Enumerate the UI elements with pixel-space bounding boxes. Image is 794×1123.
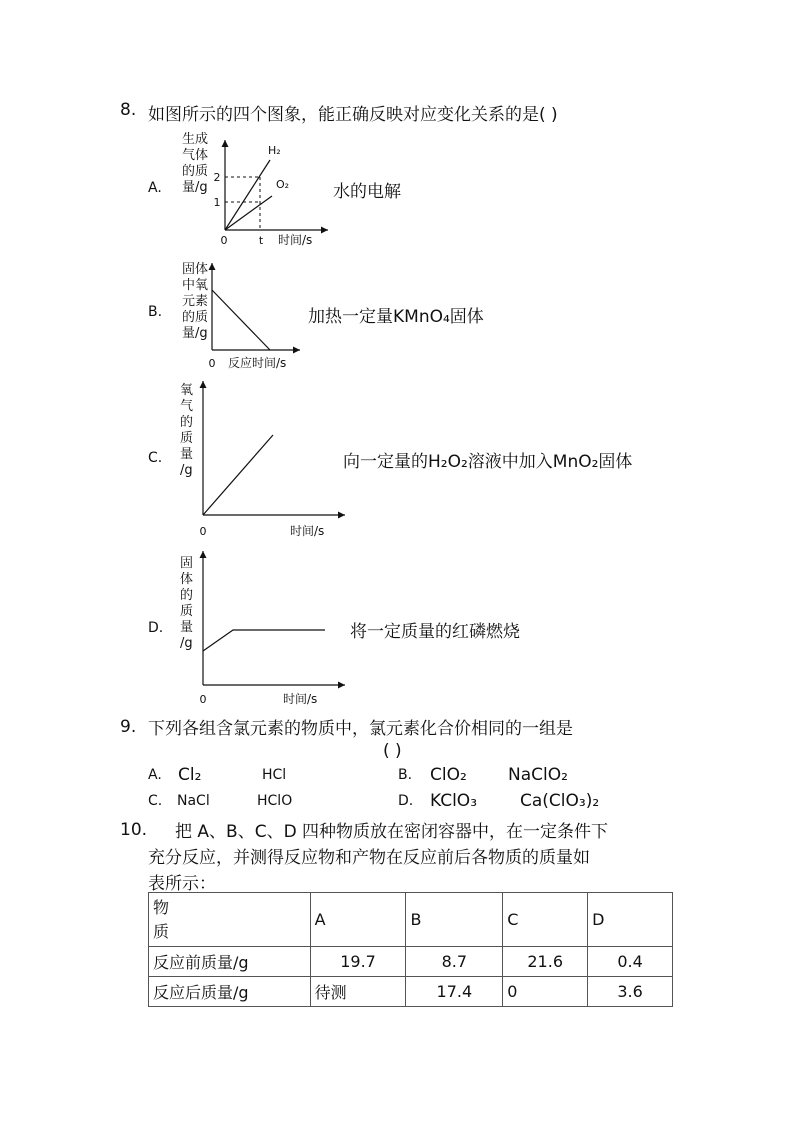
q9-answer-paren: ( ) bbox=[383, 741, 402, 761]
q8-option-a-letter: A. bbox=[148, 180, 162, 196]
q10-line-1: 把 A、B、C、D 四种物质放在密闭容器中，在一定条件下 bbox=[175, 822, 609, 842]
svg-text:时间/s: 时间/s bbox=[290, 524, 325, 538]
q8-option-d-desc: 将一定质量的红磷燃烧 bbox=[350, 622, 520, 642]
q8-b-graph bbox=[200, 255, 310, 375]
table-cell: 待测 bbox=[310, 977, 406, 1007]
q9-option-c-letter: C. bbox=[148, 793, 163, 809]
q9-option-c-2: HClO bbox=[257, 793, 293, 809]
q9-number: 9. bbox=[120, 717, 137, 737]
q9-option-d-letter: D. bbox=[398, 793, 414, 809]
q10-mass-table bbox=[148, 892, 673, 1007]
table-header-cell: D bbox=[588, 893, 673, 947]
svg-text:1: 1 bbox=[213, 196, 221, 209]
q9-option-a-2: HCl bbox=[262, 767, 287, 783]
q8-option-a-desc: 水的电解 bbox=[333, 182, 401, 202]
svg-text:时间/s: 时间/s bbox=[278, 233, 313, 247]
q8-a-ylabel: 生成 气体 的质 量/g bbox=[182, 132, 209, 195]
q8-option-d-letter: D. bbox=[148, 620, 164, 636]
q8-a-o2-label: O₂ bbox=[276, 178, 290, 191]
table-header-cell: 物 质 bbox=[149, 893, 311, 947]
q8-b-ylabel: 固体 中氧 元素 的质 量/g bbox=[182, 262, 209, 341]
q9-option-b-1: ClO₂ bbox=[430, 765, 467, 785]
table-header-row bbox=[149, 893, 673, 947]
q8-a-h2-line bbox=[225, 160, 270, 230]
q9-option-b-2: NaClO₂ bbox=[508, 765, 568, 785]
q9-option-a-letter: A. bbox=[148, 767, 162, 783]
q10-line-3: 表所示： bbox=[148, 874, 216, 894]
q9-option-d-2: Ca(ClO₃)₂ bbox=[520, 791, 600, 811]
q8-a-graph bbox=[200, 130, 340, 255]
q8-d-ylabel: 固 体 的 质 量 /g bbox=[180, 556, 194, 651]
q9-option-b-letter: B. bbox=[398, 767, 413, 783]
svg-text:0: 0 bbox=[199, 693, 207, 706]
svg-text:反应时间/s: 反应时间/s bbox=[228, 356, 287, 370]
q8-c-ylabel: 氧 气 的 质 量 /g bbox=[180, 383, 194, 478]
table-cell: 8.7 bbox=[406, 947, 503, 977]
q8-option-b-desc: 加热一定量KMnO₄固体 bbox=[308, 307, 484, 327]
q8-option-c-letter: C. bbox=[148, 450, 163, 466]
table-cell: 21.6 bbox=[503, 947, 588, 977]
q9-stem: 下列各组含氯元素的物质中，氯元素化合价相同的一组是 bbox=[148, 719, 573, 739]
q10-number: 10. bbox=[120, 820, 148, 840]
q9-option-c-1: NaCl bbox=[177, 793, 210, 809]
q8-stem: 如图所示的四个图象，能正确反映对应变化关系的是( ) bbox=[148, 105, 558, 125]
q8-b-line bbox=[212, 290, 270, 350]
svg-text:t: t bbox=[258, 234, 264, 247]
svg-text:时间/s: 时间/s bbox=[283, 692, 318, 706]
q8-option-b-letter: B. bbox=[148, 304, 163, 320]
q8-a-h2-label: H₂ bbox=[268, 144, 281, 157]
table-cell: 0.4 bbox=[588, 947, 673, 977]
q10-line-2: 充分反应，并测得反应物和产物在反应前后各物质的质量如 bbox=[148, 848, 590, 868]
table-header-cell: B bbox=[406, 893, 503, 947]
table-cell: 19.7 bbox=[310, 947, 406, 977]
table-cell: 反应后质量/g bbox=[149, 977, 311, 1007]
q8-number: 8. bbox=[120, 100, 137, 120]
table-header-cell: C bbox=[503, 893, 588, 947]
q9-option-d-1: KClO₃ bbox=[430, 791, 478, 811]
svg-text:0: 0 bbox=[220, 234, 228, 247]
q8-a-o2-line bbox=[225, 196, 272, 230]
q8-d-graph bbox=[195, 545, 355, 710]
q8-c-graph bbox=[195, 375, 355, 545]
table-cell: 反应前质量/g bbox=[149, 947, 311, 977]
q8-c-line bbox=[203, 435, 273, 515]
table-header-cell: A bbox=[310, 893, 406, 947]
svg-text:2: 2 bbox=[213, 171, 221, 184]
table-cell: 0 bbox=[503, 977, 588, 1007]
table-cell: 17.4 bbox=[406, 977, 503, 1007]
table-row bbox=[149, 977, 673, 1007]
q8-d-line bbox=[203, 630, 325, 651]
svg-text:0: 0 bbox=[208, 357, 216, 370]
q9-option-a-1: Cl₂ bbox=[178, 765, 202, 785]
svg-text:0: 0 bbox=[199, 525, 207, 538]
q8-option-c-desc: 向一定量的H₂O₂溶液中加入MnO₂固体 bbox=[343, 452, 633, 472]
table-row bbox=[149, 947, 673, 977]
table-cell: 3.6 bbox=[588, 977, 673, 1007]
